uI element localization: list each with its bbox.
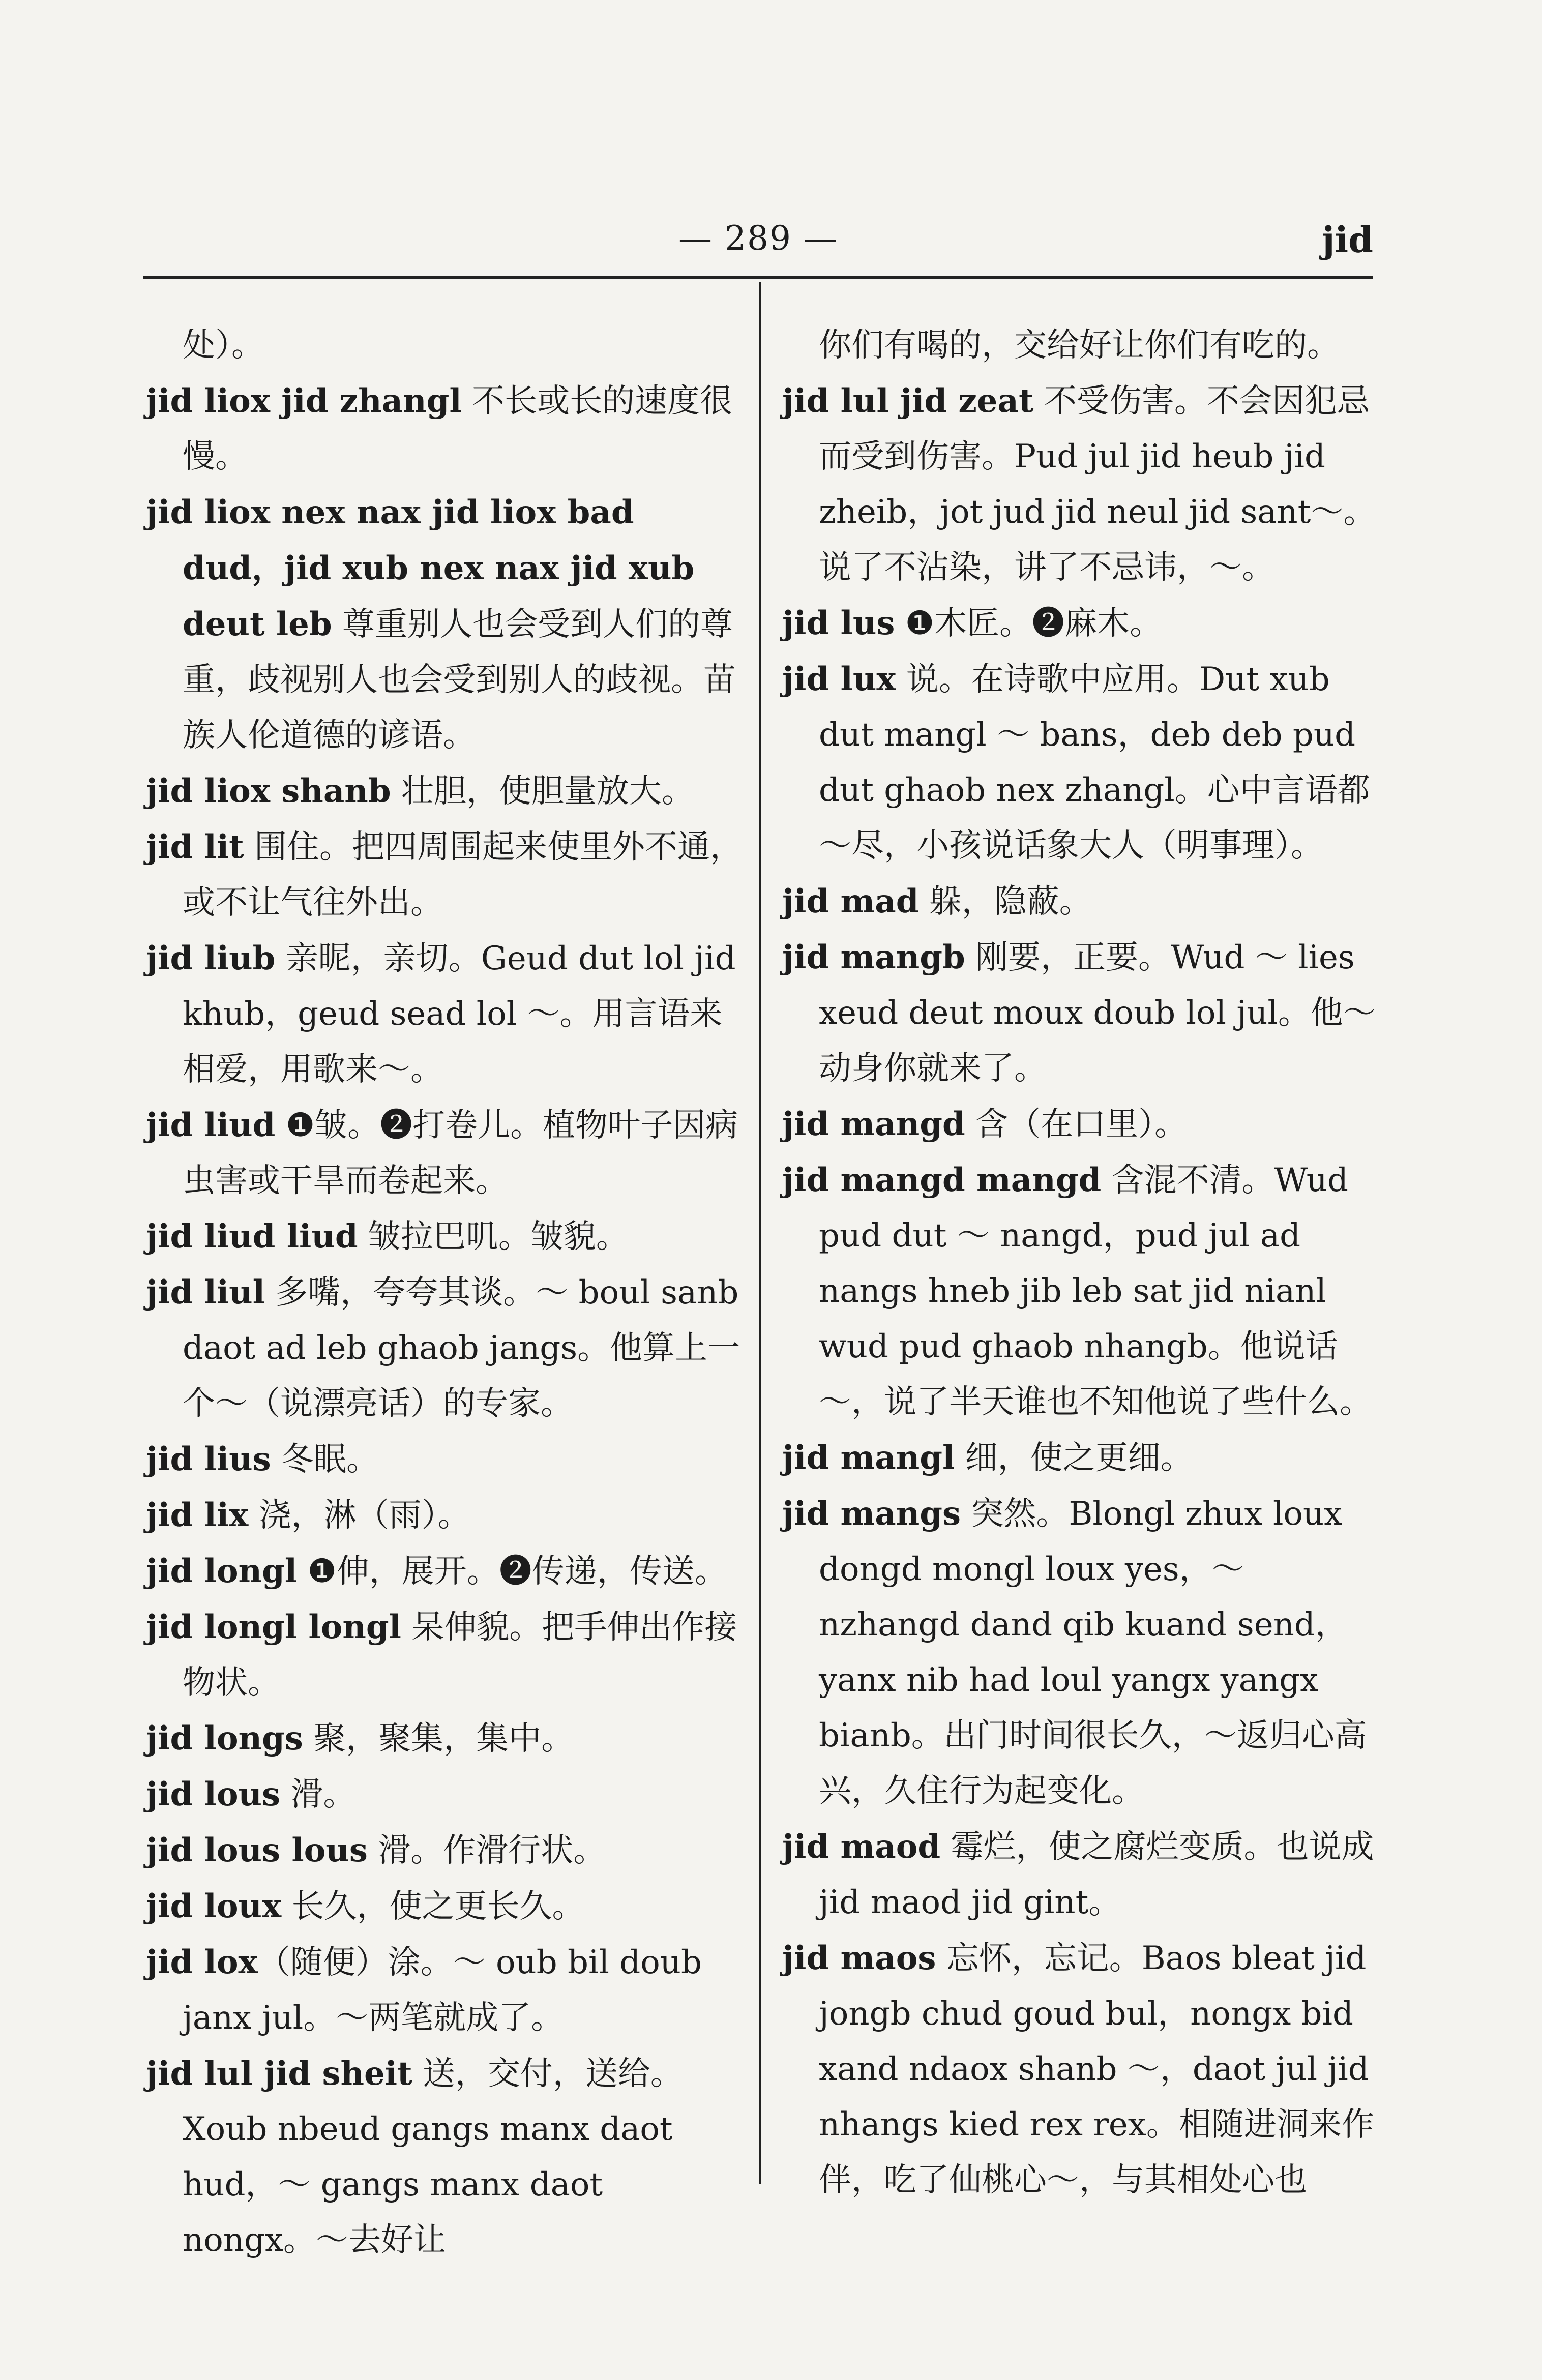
entry-definition: 呆伸貌。把手伸出作接物状。 <box>183 1609 737 1702</box>
dictionary-entry <box>782 596 1382 651</box>
dictionary-entry <box>146 485 746 763</box>
entry-headword: jid lius <box>146 1440 271 1478</box>
dictionary-entry <box>146 763 746 819</box>
dictionary-entry <box>782 1096 1382 1152</box>
entry-definition: ❶皱。❷打卷儿。植物叶子因病虫害或干旱而卷起来。 <box>183 1107 738 1200</box>
dictionary-entry <box>146 1599 746 1711</box>
entry-headword: jid mangs <box>782 1495 961 1533</box>
entry-headword: jid liul <box>146 1273 265 1312</box>
dictionary-entry <box>146 1823 746 1879</box>
entry-headword: jid lix <box>146 1496 249 1534</box>
dictionary-entry <box>146 1711 746 1767</box>
dictionary-entry <box>146 318 746 373</box>
left-column <box>146 318 746 2268</box>
entry-headword: jid lux <box>782 660 896 698</box>
entry-headword: jid liox jid zhangl <box>146 382 462 420</box>
page-number: — 289 — <box>678 219 838 258</box>
dictionary-entry <box>146 1432 746 1488</box>
entry-definition: 围住。把四周围起来使里外不通，或不让气往外出。 <box>183 828 743 921</box>
entry-definition: 长久，使之更长久。 <box>281 1888 585 1925</box>
entry-headword: jid liud liud <box>146 1217 358 1256</box>
entry-headword: jid mangl <box>782 1439 955 1477</box>
entry-definition: ❶木匠。❷麻木。 <box>895 605 1163 642</box>
entry-headword: jid lul jid zeat <box>782 382 1034 420</box>
entry-headword: jid loux <box>146 1887 282 1925</box>
entry-headword: jid lox <box>146 1943 258 1981</box>
dictionary-entry <box>782 651 1382 874</box>
dictionary-entry <box>782 874 1382 930</box>
entry-definition: ❶伸，展开。❷传递，传送。 <box>297 1553 727 1590</box>
entry-definition: 皱拉巴叽。皱貌。 <box>358 1218 629 1256</box>
entry-headword: jid liox shanb <box>146 772 391 810</box>
dictionary-entry <box>146 1209 746 1265</box>
entry-definition: 霉烂，使之腐烂变质。也说成 jid maod jid gint。 <box>819 1828 1374 1921</box>
entry-definition: 滑。 <box>280 1776 356 1813</box>
entry-definition: 含混不清。Wud pud dut ～ nangd，pud jul ad nangs hneb jib leb sat jid nianl wud pud ghaob nhangb。他说话～，说了半天谁也不知他说了些什么。 <box>819 1162 1372 1421</box>
entry-definition: 亲昵，亲切。Geud dut lol jid khub，geud sead lol ～。用言语来相爱，用歌来～。 <box>183 940 736 1088</box>
entry-headword: jid liub <box>146 939 276 977</box>
dictionary-entry <box>782 930 1382 1096</box>
entry-definition: 聚，聚集，集中。 <box>303 1720 574 1758</box>
entry-headword: jid lous <box>146 1775 281 1813</box>
dictionary-entry <box>782 1486 1382 1819</box>
entry-definition: 突然。Blongl zhux loux dongd mongl loux yes，～nzhangd dand qib kuand send，yanx nib had loul yangx yangx bianb。出门时间很长久，～返归心高兴，久住行为起变化。 <box>819 1495 1367 1810</box>
entry-definition: 不长或长的速度很慢。 <box>183 382 733 475</box>
entry-definition: 尊重别人也会受到人们的尊重，歧视别人也会受到别人的歧视。苗族人伦道德的谚语。 <box>183 606 736 754</box>
dictionary-entry <box>146 2046 746 2268</box>
dictionary-entry <box>146 931 746 1097</box>
entry-definition: 你们有喝的，交给好让你们有吃的。 <box>819 326 1340 364</box>
dictionary-entry <box>146 1879 746 1935</box>
dictionary-entry <box>146 1543 746 1599</box>
dictionary-entry <box>146 1488 746 1543</box>
entry-definition: 多嘴，夸夸其谈。～ boul sanb daot ad leb ghaob jangs。他算上一个～（说漂亮话）的专家。 <box>183 1274 740 1422</box>
entry-definition: （随便）涂。～ oub bil doub janx jul。～两笔就成了。 <box>183 1944 702 2037</box>
entry-headword: jid longl longl <box>146 1608 401 1646</box>
dictionary-entry <box>782 318 1382 373</box>
entry-headword: jid mad <box>782 882 919 920</box>
entry-headword: jid longs <box>146 1719 303 1758</box>
right-column <box>782 318 1382 2208</box>
entry-definition: 处）。 <box>183 326 264 364</box>
entry-definition: 冬眠。 <box>271 1441 379 1478</box>
entry-headword: jid lus <box>782 604 895 642</box>
entry-headword: jid maos <box>782 1939 936 1977</box>
dictionary-entry <box>782 1819 1382 1930</box>
entry-headword: jid longl <box>146 1552 298 1590</box>
dictionary-entry <box>146 1265 746 1432</box>
entry-definition: 不受伤害。不会因犯忌而受到伤害。Pud jul jid heub jid zheib，jot jud jid neul jid sant～。说了不沾染，讲了不忌讳，～。 <box>819 382 1376 586</box>
dictionary-entry <box>782 1430 1382 1486</box>
guide-word: jid <box>1322 219 1373 261</box>
entry-headword: jid lous lous <box>146 1831 368 1869</box>
entry-definition: 刚要，正要。Wud ～ lies xeud deut moux doub lol jul。他～动身你就来了。 <box>819 939 1376 1087</box>
entry-definition: 浇，淋（雨）。 <box>248 1497 470 1534</box>
entry-definition: 含（在口里）。 <box>965 1106 1188 1143</box>
entry-headword: jid liud <box>146 1106 276 1144</box>
dictionary-entry <box>782 1152 1382 1430</box>
entry-headword: jid mangd <box>782 1105 965 1143</box>
entry-headword: jid maod <box>782 1828 941 1866</box>
entry-headword: jid lul jid sheit <box>146 2055 412 2093</box>
entry-definition: 细，使之更细。 <box>955 1439 1193 1477</box>
dictionary-entry <box>146 819 746 931</box>
column-divider <box>759 282 761 2184</box>
entry-definition: 壮胆，使胆量放大。 <box>391 772 694 810</box>
page-header <box>143 209 1373 275</box>
entry-headword: jid liox nex nax jid liox bad dud，jid xub nex nax jid xub deut leb <box>146 493 695 643</box>
entry-definition: 说。在诗歌中应用。Dut xub dut mangl ～ bans，deb deb pud dut ghaob nex zhangl。心中言语都～尽，小孩说话象大人（明事理）。 <box>819 661 1370 865</box>
dictionary-entry <box>146 1097 746 1209</box>
entry-headword: jid mangd mangd <box>782 1161 1102 1199</box>
entry-definition: 忘怀，忘记。Baos bleat jid jongb chud goud bul，nongx bid xand ndaox shanb ～，daot jul jid nhangs kied rex rex。相随进洞来作伴，吃了仙桃心～，与其相处心也 <box>819 1940 1374 2199</box>
dictionary-entry <box>782 373 1382 596</box>
entry-headword: jid mangb <box>782 938 965 976</box>
entry-definition: 滑。作滑行状。 <box>367 1832 606 1869</box>
entry-definition: 送，交付，送给。Xoub nbeud gangs manx daot hud，～ gangs manx daot nongx。～去好让 <box>183 2055 683 2259</box>
dictionary-entry <box>146 1935 746 2046</box>
dictionary-entry <box>146 1767 746 1823</box>
dictionary-entry <box>146 373 746 485</box>
header-rule <box>143 276 1373 279</box>
dictionary-entry <box>782 1930 1382 2208</box>
entry-definition: 躲，隐蔽。 <box>918 883 1092 920</box>
entry-headword: jid lit <box>146 828 244 866</box>
